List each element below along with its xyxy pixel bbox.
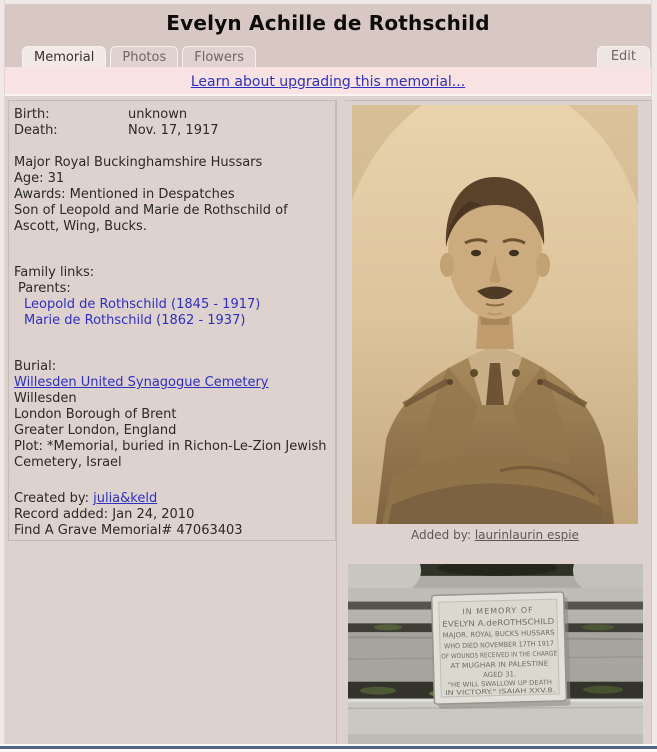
portrait-photo-image: [352, 105, 638, 524]
memorial-details-panel: [8, 100, 336, 541]
parents-label: Parents:: [18, 281, 71, 296]
tab-memorial[interactable]: Memorial: [22, 46, 106, 67]
parent-link-leopold[interactable]: Leopold de Rothschild (1845 - 1917): [24, 297, 261, 312]
birth-label: Birth:: [14, 107, 50, 122]
birth-row: [14, 107, 331, 123]
memorial-stone-image: [348, 564, 643, 745]
tab-photos[interactable]: Photos: [110, 46, 178, 67]
photos-panel: [345, 100, 652, 745]
death-label: Death:: [14, 123, 58, 138]
cemetery-link-row: [14, 375, 331, 391]
plaque-line: "HE WILL SWALLOW UP DEATH: [447, 678, 548, 689]
added-by-link[interactable]: laurinlaurin espie: [474, 528, 579, 542]
burial-line: Willesden: [14, 391, 77, 406]
column-divider: [336, 100, 337, 744]
page-body: [5, 4, 651, 744]
burial-line: Plot: *Memorial, buried in Richon-Le-Zion Jewish Cemetery, Israel: [14, 439, 327, 470]
plaque-line: MAJOR, ROYAL BUCKS HUSSARS: [442, 628, 555, 640]
page-title: Evelyn Achille de Rothschild: [166, 11, 490, 35]
created-by-row: [14, 491, 331, 507]
upgrade-memorial-link[interactable]: Learn about upgrading this memorial...: [190, 74, 466, 90]
bio-line: Age: 31: [14, 171, 65, 186]
tab-flowers[interactable]: Flowers: [182, 46, 256, 67]
created-by-label: Created by:: [14, 491, 89, 506]
memorial-plaque: [432, 592, 571, 709]
footer-border-line: [0, 746, 657, 749]
edit-button[interactable]: Edit: [597, 46, 650, 67]
tab-bar: [5, 44, 651, 67]
parent-link-row: [14, 297, 331, 313]
upgrade-banner: [5, 67, 651, 96]
bio-line: Major Royal Buckinghamshire Hussars: [14, 155, 263, 170]
plaque-line: AT MUGHAR IN PALESTINE: [450, 659, 542, 671]
memorial-stone-photo[interactable]: [348, 564, 643, 745]
family-links-label: Family links:: [14, 265, 95, 280]
parent-link-row: [14, 313, 331, 329]
plaque-line: IN VICTORY." ISAIAH XXV.8.: [445, 686, 533, 697]
memorial-id: Find A Grave Memorial# 47063403: [14, 523, 243, 538]
photo-caption: [352, 528, 638, 542]
portrait-photo[interactable]: [352, 105, 638, 524]
plaque-line: AGED 31.: [482, 670, 517, 680]
record-added: Record added: Jan 24, 2010: [14, 507, 195, 522]
burial-label: Burial:: [14, 359, 57, 374]
added-by-label: Added by:: [411, 528, 471, 542]
birth-value: unknown: [128, 107, 188, 122]
death-value: Nov. 17, 1917: [128, 123, 219, 138]
burial-line: London Borough of Brent: [14, 407, 177, 422]
plaque-line: IN MEMORY OF: [462, 605, 534, 617]
content-area: [5, 96, 651, 744]
plaque-line: WHO DIED NOVEMBER 17TH 1917: [443, 639, 564, 651]
page-header: [5, 4, 651, 44]
plaque-line: OF WOUNDS RECEIVED IN THE CHARGE: [441, 649, 571, 661]
bio-line: Son of Leopold and Marie de Rothschild of Ascott, Wing, Bucks.: [14, 203, 288, 234]
bio-line: Awards: Mentioned in Despatches: [14, 187, 235, 202]
death-row: [14, 123, 331, 139]
cemetery-link[interactable]: Willesden United Synagogue Cemetery: [14, 375, 269, 390]
plaque-line: EVELYN A.deROTHSCHILD: [442, 617, 545, 629]
parent-link-marie[interactable]: Marie de Rothschild (1862 - 1937): [24, 313, 246, 328]
burial-line: Greater London, England: [14, 423, 177, 438]
created-by-link[interactable]: julia&keld: [93, 491, 158, 506]
